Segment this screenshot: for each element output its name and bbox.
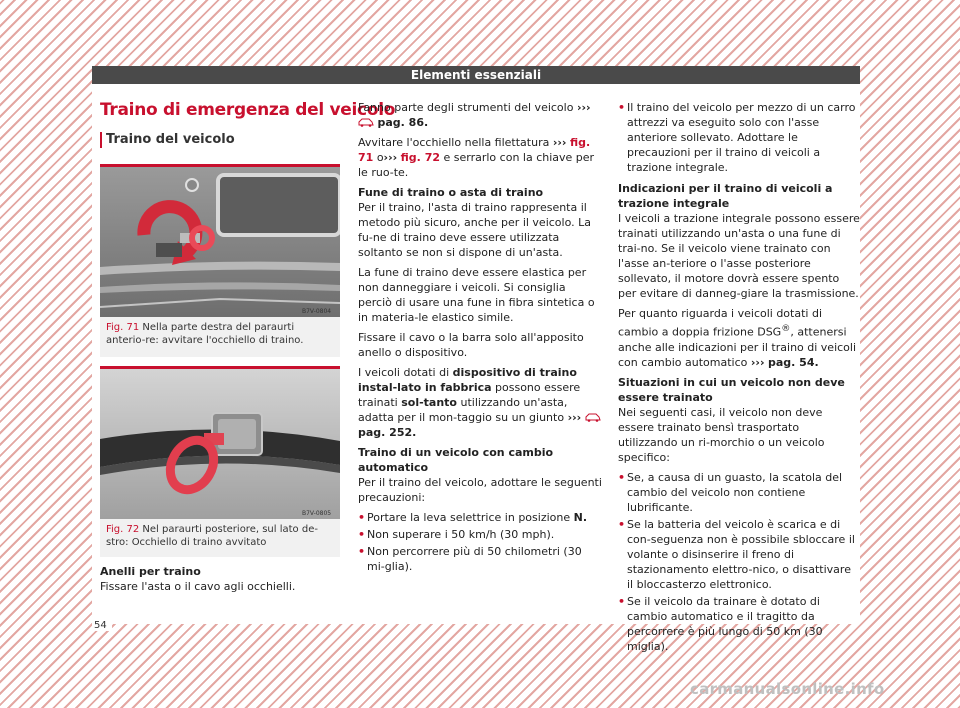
- text: possono essere trainati: [358, 381, 581, 409]
- figure-72: [100, 366, 340, 557]
- section-subtitle: Traino del veicolo: [100, 132, 340, 148]
- figure-caption: [100, 519, 340, 549]
- registered-mark: ®: [781, 323, 791, 334]
- list-item: [618, 470, 860, 515]
- page-number: 54: [92, 620, 112, 631]
- page-ref-link[interactable]: pag. 86.: [377, 116, 429, 129]
- text: Se, a causa di un guasto, la scatola del cambio del veicolo non contiene lubrificante.: [627, 470, 843, 514]
- list-item: [358, 544, 602, 574]
- text: , attenersi anche alle indicazioni per il traino di veicoli con cambio automatico: [618, 325, 857, 369]
- bullet-icon: •: [358, 545, 366, 558]
- bullet-icon: •: [358, 528, 366, 541]
- list-item: [618, 594, 860, 654]
- bold-text: dispositivo di traino instal-lato in fabbrica: [358, 366, 577, 394]
- towing-eyes-text: Fissare l'asta o il cavo agli occhielli.: [100, 580, 296, 593]
- figure-number: Fig. 71: [106, 322, 140, 333]
- rear-bumper-tow-eye-photo: [100, 369, 340, 519]
- text: Non superare i 50 km/h (30 mph).: [367, 528, 555, 541]
- text: Non percorrere più di 50 chilometri (30 mi-glia).: [367, 545, 582, 573]
- fig-72-link[interactable]: fig. 72: [400, 151, 440, 164]
- paragraph: [618, 306, 860, 370]
- chapter-header: [92, 66, 860, 84]
- bullet-icon: •: [358, 511, 366, 524]
- text: I veicoli dotati di: [358, 366, 450, 379]
- front-bumper-tow-eye-photo: [100, 167, 340, 317]
- watermark: carmanualsonline.info: [690, 680, 885, 698]
- towing-eyes-heading: Anelli per traino: [100, 565, 201, 578]
- text: o: [376, 151, 384, 164]
- cross-ref-arrow: ›››: [567, 411, 582, 424]
- list-item: [618, 100, 860, 175]
- photo-code: B7V-0804: [302, 308, 332, 315]
- bold-text: N.: [573, 511, 588, 524]
- text: e serrarlo con la chiave per le ruo-te.: [358, 151, 595, 179]
- section-title: Traino di emergenza del veicolo: [100, 100, 396, 120]
- list-item: [618, 517, 860, 592]
- page-ref-link[interactable]: pag. 54.: [767, 355, 819, 369]
- paragraph: [358, 135, 602, 180]
- photo-code: B7V-0805: [302, 510, 332, 517]
- list-item: [358, 510, 602, 525]
- paragraph: I veicoli a trazione integrale possono essere trainati utilizzando un'asta o una fune di trai-no. Se il veicolo viene trainato con l'asse an-teriore o l'asse posteriore sollevato, il motore dovrà essere spento per evitare di danneg-giare la trasmissione.: [618, 212, 860, 300]
- bullet-icon: •: [618, 101, 626, 114]
- bullet-icon: •: [618, 517, 626, 531]
- text: Il traino del veicolo per mezzo di un carro attrezzi va eseguito solo con l'asse anteriore sollevato. Adottare le precauzioni per il traino di veicoli a trazione integrale.: [627, 101, 856, 174]
- cross-ref-arrow: ›››: [576, 101, 591, 114]
- text: Per quanto riguarda i veicoli dotati di cambio a doppia frizione DSG: [618, 307, 822, 339]
- cross-ref-arrow: ›››: [552, 136, 567, 149]
- car-tools-icon: [585, 412, 601, 422]
- column-middle: [358, 100, 602, 576]
- bullet-icon: •: [618, 594, 626, 608]
- figure-caption: [100, 317, 340, 347]
- cross-ref-arrow: ›››: [750, 355, 765, 369]
- bullet-icon: •: [618, 470, 626, 484]
- column-left: [100, 100, 396, 148]
- bold-text: sol-tanto: [401, 396, 457, 409]
- automatic-towing-heading: Traino di un veicolo con cambio automatico: [358, 446, 554, 474]
- text: Portare la leva selettrice in posizione: [367, 511, 571, 524]
- figure-number: Fig. 72: [106, 524, 140, 535]
- paragraph: Nei seguenti casi, il veicolo non deve essere trainato bensì trasportato utilizzando un ri-morchio o un veicolo specifico:: [618, 405, 825, 464]
- text: Se il veicolo da trainare è dotato di cambio automatico e il tragitto da percorrere è più lungo di 50 km (30 miglia).: [627, 594, 823, 653]
- tow-rope-heading: Fune di traino o asta di traino: [358, 186, 544, 199]
- page-ref-link[interactable]: pag. 252.: [358, 426, 417, 439]
- paragraph: La fune di traino deve essere elastica per non danneggiare i veicoli. Si consiglia perciò di usare una fune in fibra sintetica o in materia-le elastico simile.: [358, 266, 595, 324]
- paragraph: [358, 365, 602, 440]
- text: Fanno parte degli strumenti del veicolo: [358, 101, 574, 114]
- chapter-title: Elementi essenziali: [410, 68, 542, 82]
- figure-caption-text: Nel paraurti posteriore, sul lato de-stro: Occhiello di traino avvitato: [106, 524, 318, 548]
- column-right: [618, 100, 860, 656]
- figure-71: [100, 164, 340, 357]
- figure-caption-text: Nella parte destra del paraurti anterio-re: avvitare l'occhiello di traino.: [106, 322, 304, 346]
- text: Se la batteria del veicolo è scarica e di con-seguenza non è possibile sbloccare il volante o disinserire il freno di stazionamento elettro-nico, o disattivare il bloccasterzo elettronico.: [627, 517, 855, 591]
- no-tow-heading: Situazioni in cui un veicolo non deve essere trainato: [618, 375, 845, 404]
- towing-eyes-section: [100, 564, 340, 599]
- text: Avvitare l'occhiello nella filettatura: [358, 136, 550, 149]
- car-tools-icon: [358, 117, 374, 127]
- text: utilizzando un'asta, adatta per il mon-taggio su un giunto: [358, 396, 568, 424]
- paragraph: Fissare il cavo o la barra solo all'apposito anello o dispositivo.: [358, 331, 584, 359]
- fig-71-link[interactable]: fig. 71: [358, 136, 591, 164]
- paragraph: Per il traino, l'asta di traino rappresenta il metodo più sicuro, anche per il veicolo. La fu-ne di traino deve essere utilizzata soltanto se non si dispone di un'asta.: [358, 201, 591, 259]
- paragraph: Per il traino del veicolo, adottare le seguenti precauzioni:: [358, 476, 602, 504]
- list-item: [358, 527, 602, 542]
- cross-ref-arrow: ›››: [383, 151, 398, 164]
- awd-towing-heading: Indicazioni per il traino di veicoli a trazione integrale: [618, 182, 833, 210]
- paragraph: [358, 100, 602, 130]
